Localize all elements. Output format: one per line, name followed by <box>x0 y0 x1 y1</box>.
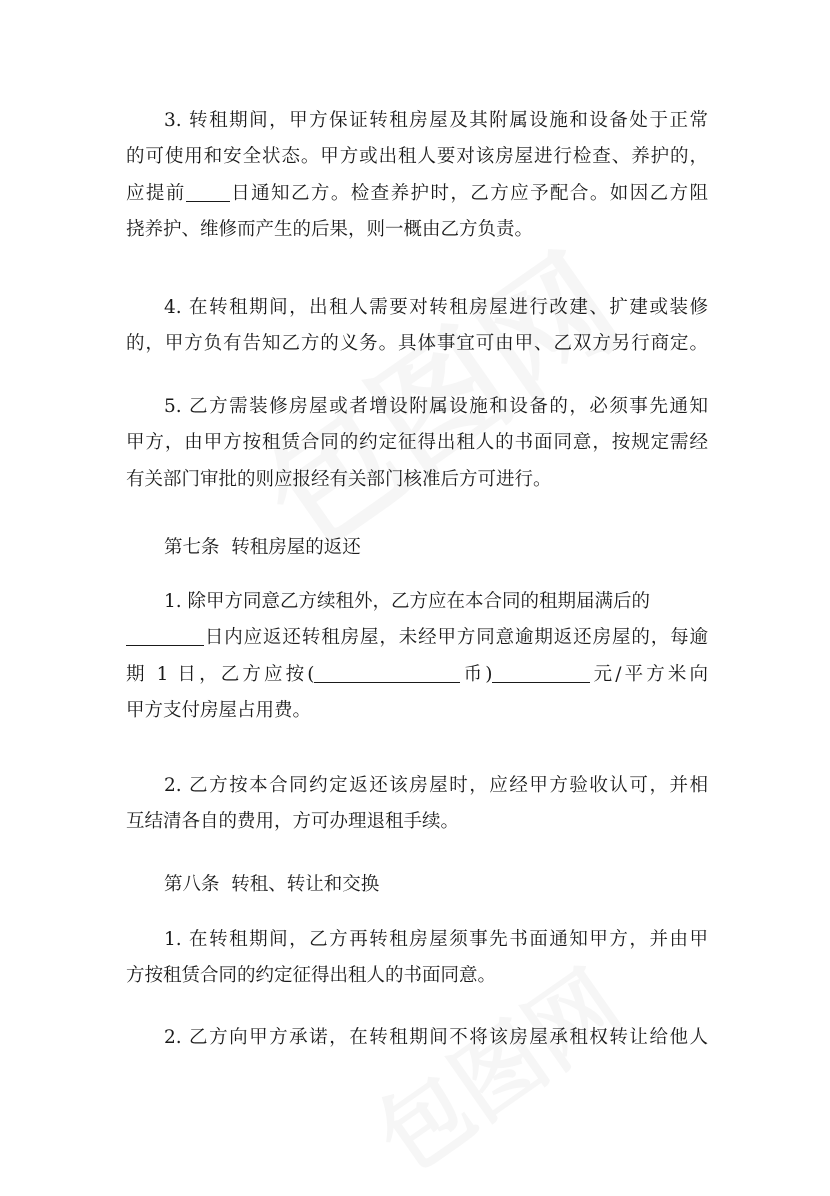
text-line: 1. 在转租期间，乙方再转租房屋须事先书面通知甲方，并由甲 <box>164 929 708 950</box>
clause7-item1 <box>126 584 708 730</box>
text-line: 甲方支付房屋占用费。 <box>126 700 312 722</box>
clause6-item4 <box>126 290 708 363</box>
clause7-heading <box>126 530 708 566</box>
clause7-item2 <box>126 768 708 841</box>
text-segment: 日内应返还转租房屋，未经甲方同意逾期返还房屋的，每逾 <box>204 627 708 649</box>
clause8-heading <box>126 867 708 903</box>
text-segment: 币) <box>460 663 493 685</box>
text-line <box>126 657 708 693</box>
blank-field[interactable] <box>186 181 230 202</box>
blank-field[interactable] <box>492 662 590 683</box>
text-segment: 元/平方米向 <box>590 663 709 685</box>
text-line: 5. 乙方需装修房屋或者增设附属设施和设备的，必须事先通知 <box>164 396 708 417</box>
text-segment: 期 1 日，乙方应按( <box>126 663 315 685</box>
text-line: 互结清各自的费用，方可办理退租手续。 <box>126 811 460 833</box>
text-line: 2. 乙方按本合同约定返还该房屋时，应经甲方验收认可，并相 <box>164 775 708 796</box>
text-line: 挠养护、维修而产生的后果，则一概由乙方负责。 <box>126 219 534 241</box>
text-segment: 应提前 <box>126 182 186 204</box>
text-line: 4. 在转租期间，出租人需要对转租房屋进行改建、扩建或装修 <box>164 297 708 318</box>
text-line: 的可使用和安全状态。甲方或出租人要对该房屋进行检查、养护的， <box>126 146 708 168</box>
section-heading: 第七条 转租房屋的返还 <box>164 537 361 558</box>
text-line: 方按租赁合同的约定征得出租人的书面同意。 <box>126 965 497 987</box>
text-line <box>126 176 708 212</box>
clause6-item3 <box>126 103 708 249</box>
clause8-item2 <box>126 1020 708 1056</box>
text-line: 1. 除甲方同意乙方续租外，乙方应在本合同的租期届满后的 <box>164 591 651 612</box>
text-segment: 日通知乙方。检查养护时，乙方应予配合。如因乙方阻 <box>229 182 708 204</box>
text-line: 3. 转租期间，甲方保证转租房屋及其附属设施和设备处于正常 <box>164 110 708 131</box>
text-line: 2. 乙方向甲方承诺，在转租期间不将该房屋承租权转让给他人 <box>164 1027 708 1048</box>
text-line: 甲方，由甲方按租赁合同的约定征得出租人的书面同意，按规定需经 <box>126 432 708 454</box>
blank-field[interactable] <box>314 662 460 683</box>
text-line: 的，甲方负有告知乙方的义务。具体事宜可由甲、乙双方另行商定。 <box>126 333 708 355</box>
clause8-item1 <box>126 922 708 995</box>
clause6-item5 <box>126 389 708 498</box>
text-line <box>126 620 708 656</box>
text-line: 有关部门审批的则应报经有关部门核准后方可进行。 <box>126 468 552 490</box>
blank-field[interactable] <box>126 625 204 646</box>
section-heading: 第八条 转租、转让和交换 <box>164 874 380 895</box>
